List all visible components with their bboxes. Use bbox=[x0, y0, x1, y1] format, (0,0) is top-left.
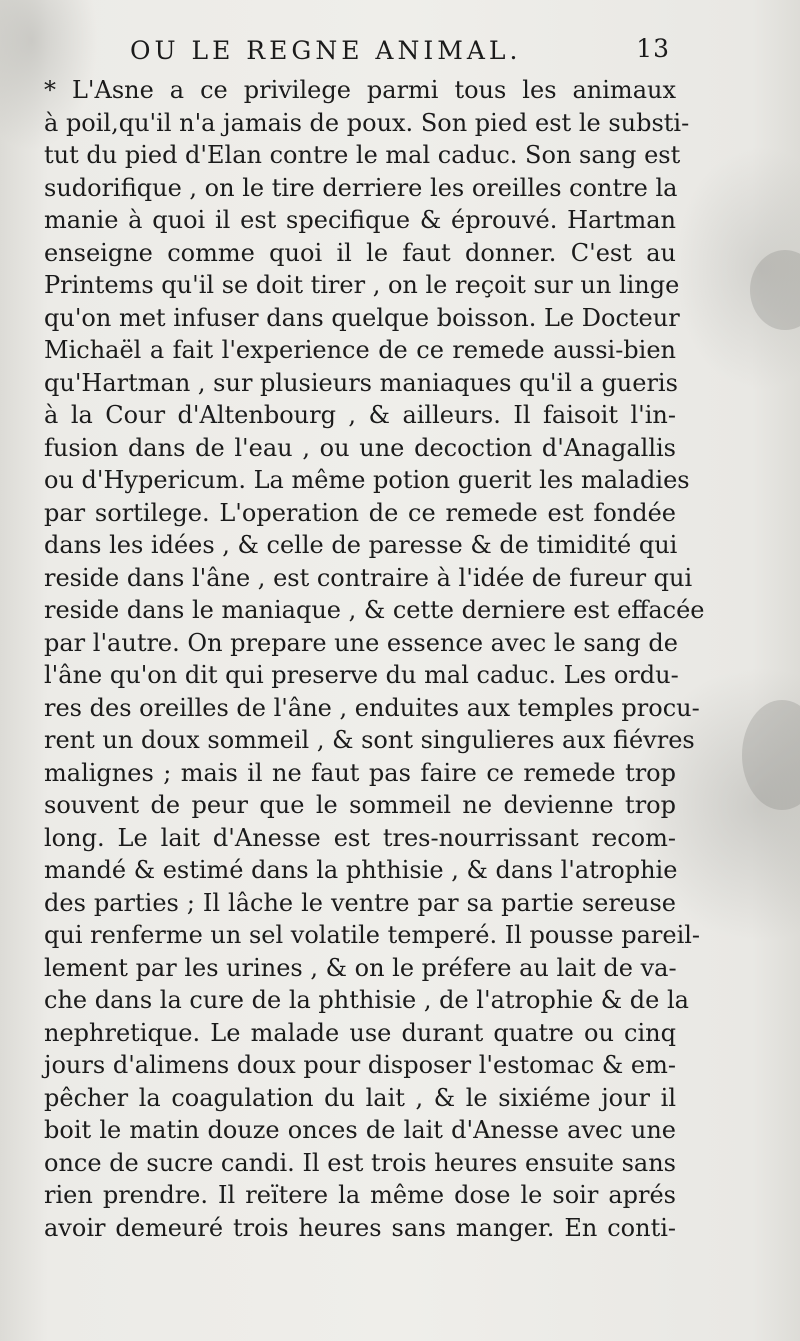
text-line: malignes ; mais il ne faut pas faire ce remede trop bbox=[44, 758, 676, 787]
text-line: pêcher la coagulation du lait , & le sixiéme jour il bbox=[44, 1083, 676, 1112]
paper-stain bbox=[742, 700, 800, 810]
text-line: mandé & estimé dans la phthisie , & dans l'atrophie bbox=[44, 856, 678, 884]
text-line: Printems qu'il se doit tirer , on le reçoit sur un linge bbox=[44, 271, 680, 299]
text-line: once de sucre candi. Il est trois heures ensuite sans bbox=[44, 1148, 676, 1177]
text-line: nephretique. Le malade use durant quatre ou cinq bbox=[44, 1018, 676, 1047]
text-line: rien prendre. Il reïtere la même dose le soir aprés bbox=[44, 1181, 676, 1209]
text-line: sudorifique , on le tire derriere les oreilles contre la bbox=[44, 173, 678, 202]
text-line: dans les idées , & celle de paresse & de timidité qui bbox=[44, 531, 678, 559]
text-line: qu'on met infuser dans quelque boisson. Le Docteur bbox=[44, 303, 680, 332]
text-line: jours d'alimens doux pour disposer l'estomac & em- bbox=[44, 1051, 676, 1079]
text-line: rent un doux sommeil , & sont singulieres aux fiévres bbox=[44, 726, 695, 754]
text-line: qu'Hartman , sur plusieurs maniaques qu'il a gueris bbox=[44, 368, 678, 397]
text-line: des parties ; Il lâche le ventre par sa partie sereuse bbox=[44, 888, 676, 917]
text-line: res des oreilles de l'âne , enduites aux temples procu- bbox=[44, 693, 700, 722]
text-line: lement par les urines , & on le préfere au lait de va- bbox=[44, 953, 677, 982]
text-line: long. Le lait d'Anesse est tres-nourrissant recom- bbox=[44, 823, 676, 852]
text-line: reside dans le maniaque , & cette derniere est effacée bbox=[44, 596, 705, 624]
text-line: à la Cour d'Altenbourg , & ailleurs. Il faisoit l'in- bbox=[44, 401, 676, 429]
text-line: ou d'Hypericum. La même potion guerit les maladies bbox=[44, 466, 690, 494]
text-line: boit le matin douze onces de lait d'Anesse avec une bbox=[44, 1116, 676, 1144]
text-line: tut du pied d'Elan contre le mal caduc. Son sang est bbox=[44, 141, 681, 169]
text-line: Michaël a fait l'experience de ce remede aussi-bien bbox=[44, 336, 676, 364]
text-line: fusion dans de l'eau , ou une decoction d'Anagallis bbox=[44, 433, 676, 462]
text-line: * L'Asne a ce privilege parmi tous les animaux bbox=[44, 76, 676, 104]
text-line: l'âne qu'on dit qui preserve du mal caduc. Les ordu- bbox=[44, 661, 679, 689]
running-title: OU LE REGNE ANIMAL. bbox=[130, 36, 522, 65]
text-line: qui renferme un sel volatile temperé. Il pousse pareil- bbox=[44, 921, 701, 949]
text-line: manie à quoi il est specifique & éprouvé. Hartman bbox=[44, 206, 676, 234]
page-header bbox=[130, 32, 670, 72]
body-text bbox=[44, 74, 705, 1244]
text-line: souvent de peur que le sommeil ne devienne trop bbox=[44, 791, 676, 819]
text-line: enseigne comme quoi il le faut donner. C'est au bbox=[44, 238, 676, 267]
paper-stain bbox=[750, 250, 800, 330]
text-line: reside dans l'âne , est contraire à l'idée de fureur qui bbox=[44, 563, 693, 592]
text-line: par l'autre. On prepare une essence avec le sang de bbox=[44, 628, 678, 657]
text-line: che dans la cure de la phthisie , de l'atrophie & de la bbox=[44, 986, 689, 1014]
text-line: par sortilege. L'operation de ce remede est fondée bbox=[44, 498, 676, 527]
text-line: avoir demeuré trois heures sans manger. En conti- bbox=[44, 1213, 676, 1242]
text-line: à poil,qu'il n'a jamais de poux. Son pied est le substi- bbox=[44, 108, 690, 137]
page-number: 13 bbox=[636, 34, 670, 63]
